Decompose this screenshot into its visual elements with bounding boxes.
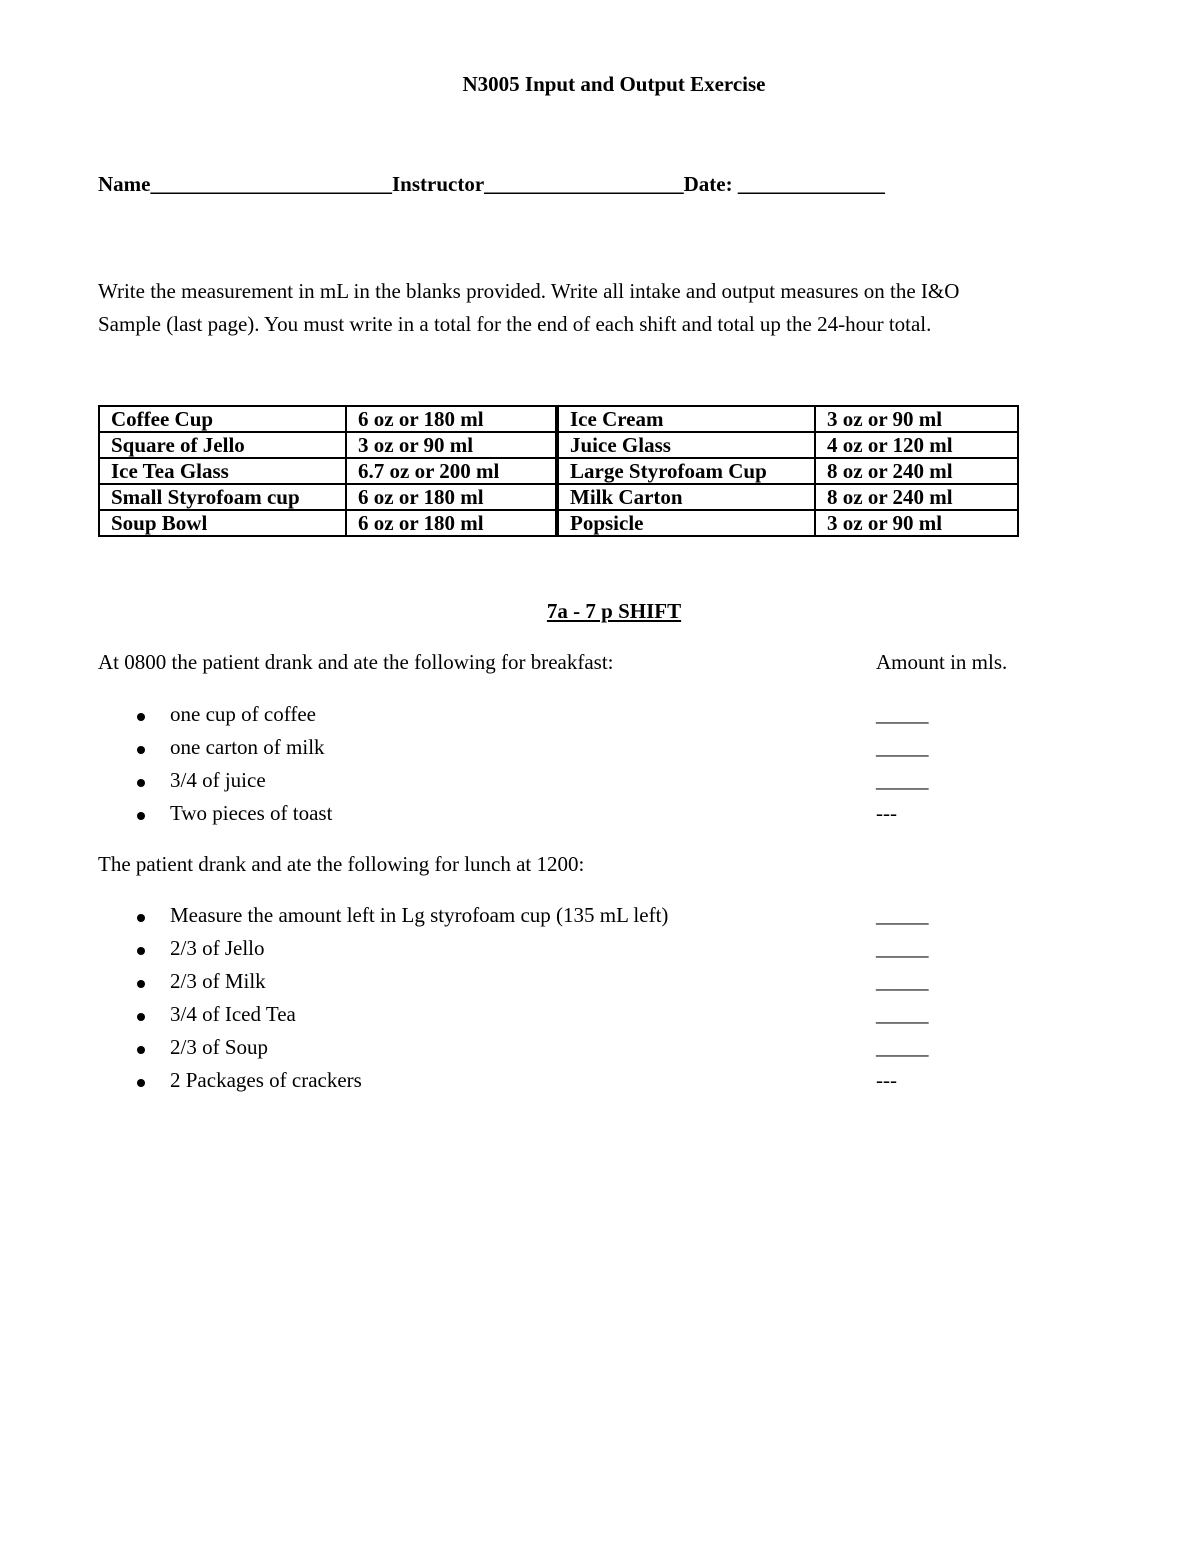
item-label: Two pieces of toast <box>170 801 333 825</box>
bullet-icon <box>137 1046 145 1054</box>
table-cell: 3 oz or 90 ml <box>346 432 557 458</box>
name-label: Name <box>98 172 151 196</box>
shift-heading: 7a - 7 p SHIFT <box>546 599 682 623</box>
table-cell: Large Styrofoam Cup <box>557 458 815 484</box>
item-label: 3/4 of juice <box>170 768 266 792</box>
table-cell: 3 oz or 90 ml <box>815 510 1018 536</box>
bullet-icon <box>137 779 145 787</box>
instructor-field[interactable]: ___________________ <box>484 172 684 196</box>
instructions-line: Write the measurement in mL in the blanks provided. Write all intake and output measures on the I&O <box>98 279 960 303</box>
bullet-icon <box>137 812 145 820</box>
item-label: 2/3 of Soup <box>170 1035 269 1059</box>
amount-blank[interactable]: _____ <box>876 768 929 792</box>
bullet-icon <box>137 980 145 988</box>
table-row <box>99 510 1018 536</box>
bullet-icon <box>137 1079 145 1087</box>
table-cell: Ice Tea Glass <box>99 458 346 484</box>
table-cell: 8 oz or 240 ml <box>815 458 1018 484</box>
instructions-line: Sample (last page). You must write in a total for the end of each shift and total up the 24-hour total. <box>98 312 932 336</box>
name-field[interactable]: _______________________ <box>150 172 392 196</box>
item-label: 2/3 of Jello <box>170 936 265 960</box>
table-cell: Juice Glass <box>557 432 815 458</box>
table-cell: Small Styrofoam cup <box>99 484 346 510</box>
amount-blank[interactable]: _____ <box>876 969 929 993</box>
page-title: N3005 Input and Output Exercise <box>462 72 766 96</box>
table-cell: 3 oz or 90 ml <box>815 406 1018 432</box>
amount-blank[interactable]: _____ <box>876 1002 929 1026</box>
item-label: 2 Packages of crackers <box>170 1068 362 1092</box>
table-row <box>99 432 1018 458</box>
table-cell: Soup Bowl <box>99 510 346 536</box>
item-label: one cup of coffee <box>170 702 316 726</box>
item-label: 2/3 of Milk <box>170 969 266 993</box>
amount-blank[interactable]: _____ <box>876 1035 929 1059</box>
bullet-icon <box>137 947 145 955</box>
table-cell: 6.7 oz or 200 ml <box>346 458 557 484</box>
amount-blank: --- <box>876 1068 897 1092</box>
amount-blank[interactable]: _____ <box>876 936 929 960</box>
table-cell: 8 oz or 240 ml <box>815 484 1018 510</box>
table-cell: Ice Cream <box>557 406 815 432</box>
table-row <box>99 458 1018 484</box>
instructions <box>98 275 959 341</box>
bullet-icon <box>137 914 145 922</box>
date-label: Date: <box>683 172 738 196</box>
bullet-icon <box>137 713 145 721</box>
table-row <box>99 484 1018 510</box>
item-label: 3/4 of Iced Tea <box>170 1002 296 1026</box>
header-fields <box>98 172 885 197</box>
table-cell: Square of Jello <box>99 432 346 458</box>
amount-blank[interactable]: _____ <box>876 735 929 759</box>
bullet-icon <box>137 1013 145 1021</box>
table-cell: Coffee Cup <box>99 406 346 432</box>
conversion-table <box>98 405 1019 537</box>
table-cell: 6 oz or 180 ml <box>346 484 557 510</box>
amount-blank[interactable]: _____ <box>876 903 929 927</box>
bullet-icon <box>137 746 145 754</box>
item-label: one carton of milk <box>170 735 325 759</box>
breakfast-intro: At 0800 the patient drank and ate the following for breakfast: <box>98 650 614 674</box>
table-cell: 6 oz or 180 ml <box>346 406 557 432</box>
table-cell: 6 oz or 180 ml <box>346 510 557 536</box>
amount-header: Amount in mls. <box>876 650 1008 674</box>
table-cell: 4 oz or 120 ml <box>815 432 1018 458</box>
amount-blank: --- <box>876 801 897 825</box>
date-field[interactable]: ______________ <box>737 172 885 196</box>
table-cell: Popsicle <box>557 510 815 536</box>
lunch-intro: The patient drank and ate the following for lunch at 1200: <box>98 852 585 876</box>
instructor-label: Instructor <box>391 172 485 196</box>
table-cell: Milk Carton <box>557 484 815 510</box>
amount-blank[interactable]: _____ <box>876 702 929 726</box>
table-row <box>99 406 1018 432</box>
item-label: Measure the amount left in Lg styrofoam cup (135 mL left) <box>170 903 669 927</box>
